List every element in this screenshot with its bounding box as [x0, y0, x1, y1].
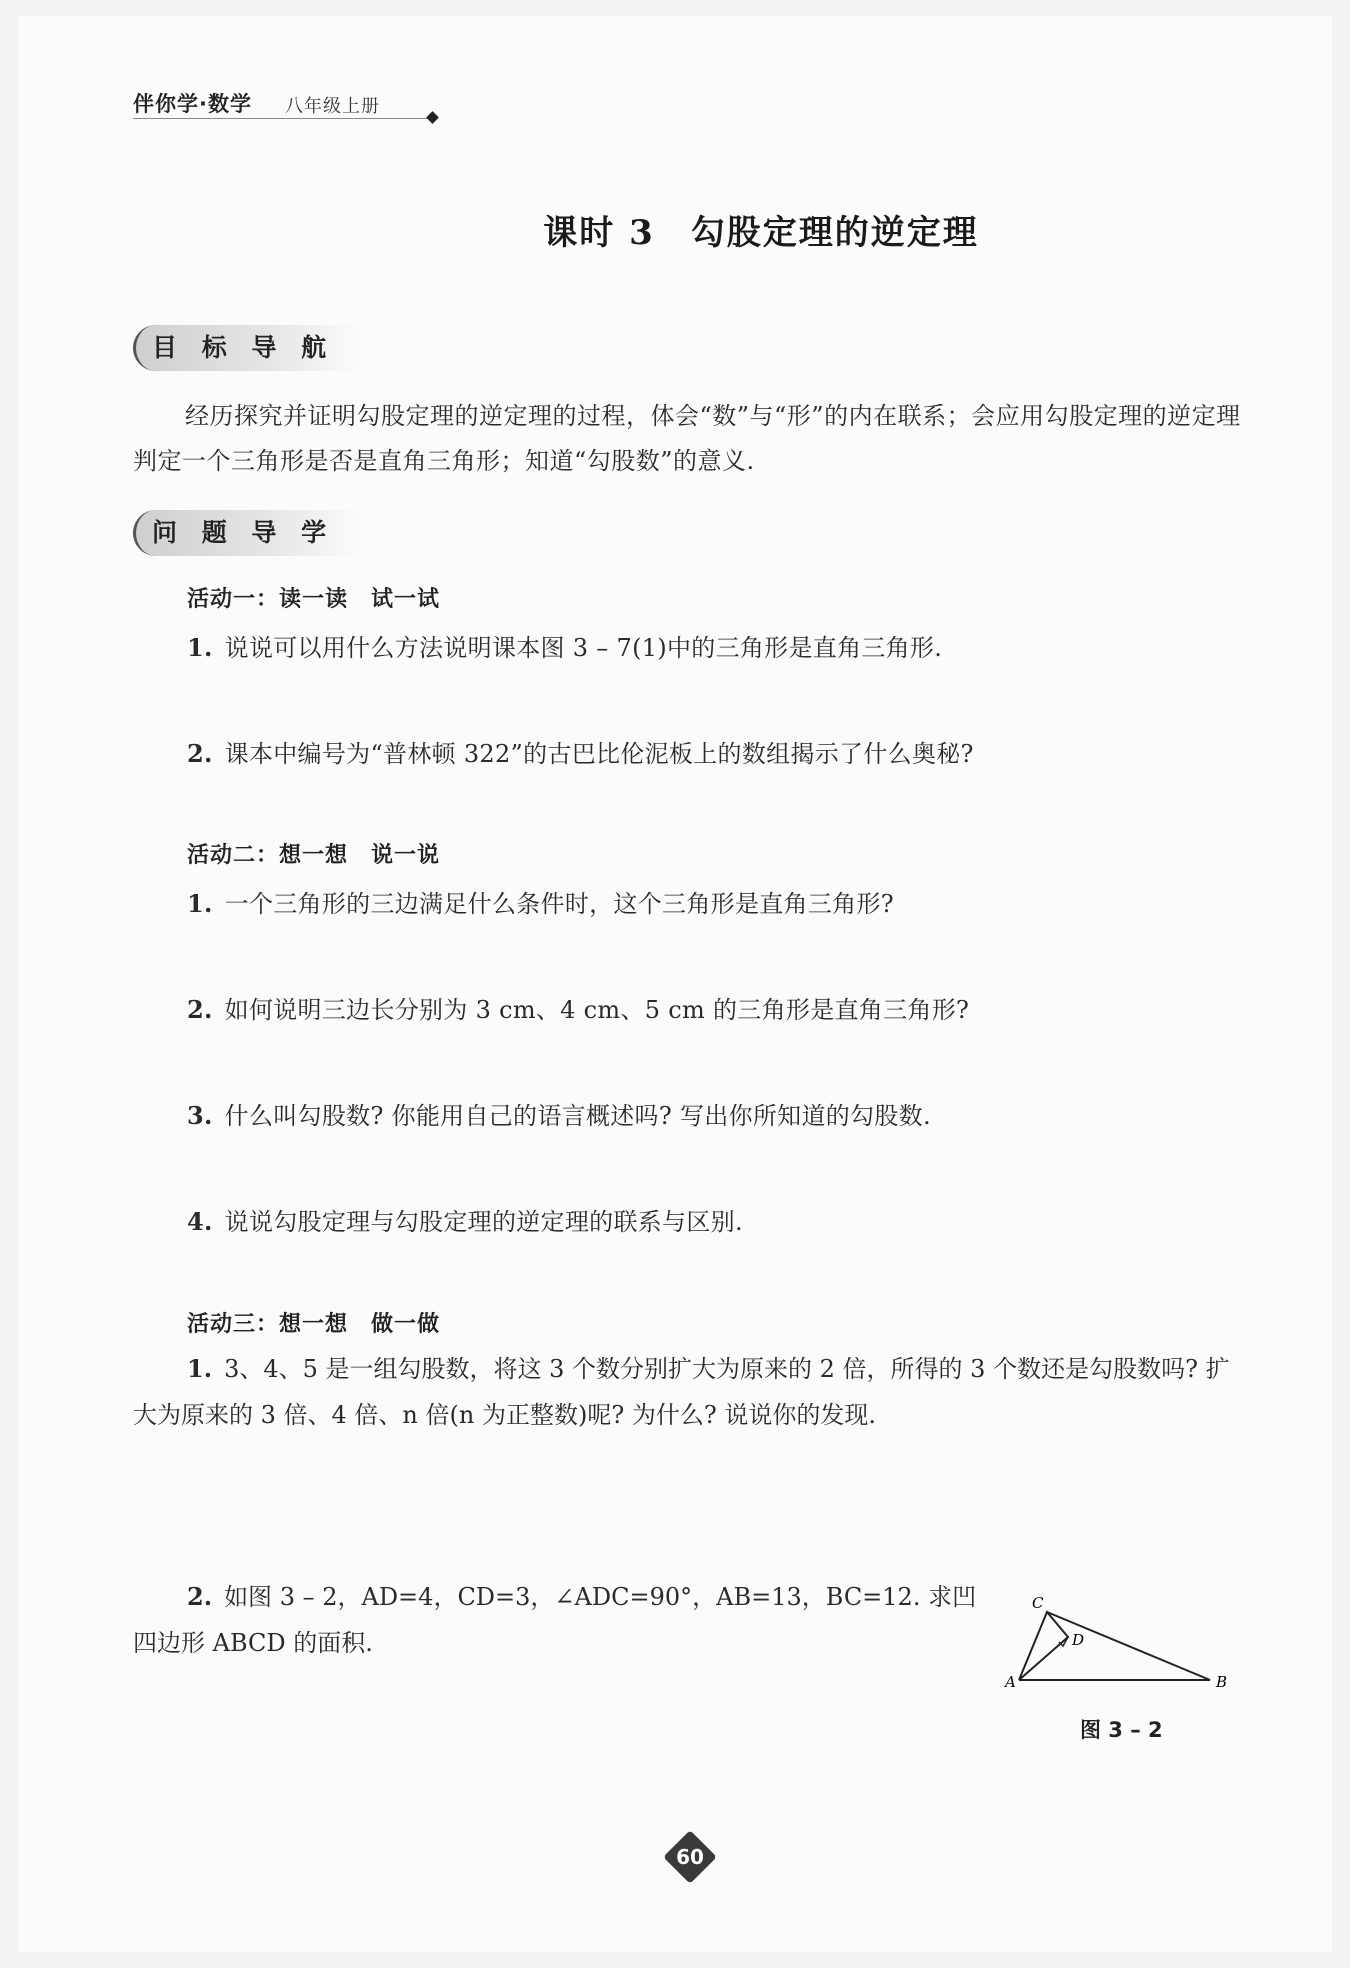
- question-text: 如何说明三边长分别为 3 cm、4 cm、5 cm 的三角形是直角三角形?: [224, 996, 970, 1024]
- triangle-acd: [1019, 1612, 1068, 1680]
- page-number: 60: [676, 1845, 704, 1869]
- activity-1-question-1: [187, 628, 942, 663]
- activity-3-question-1: [133, 1346, 1253, 1438]
- question-text: 3、4、5 是一组勾股数，将这 3 个数分别扩大为原来的 2 倍，所得的 3 个数还是勾股数吗? 扩大为原来的 3 倍、4 倍、n 倍(n 为正整数)呢? 为什么? 说说你的发现.: [133, 1355, 1230, 1429]
- activity-1-heading: 活动一：读一读 试一试: [187, 587, 441, 612]
- header-rule: [133, 118, 433, 119]
- activity-2-question-4: [187, 1202, 743, 1237]
- label-a: A: [1005, 1673, 1016, 1691]
- question-text: 说说可以用什么方法说明课本图 3 – 7(1)中的三角形是直角三角形.: [224, 634, 943, 662]
- activity-3-heading: 活动三：想一想 做一做: [187, 1312, 441, 1337]
- activity-3-question-2: [133, 1574, 993, 1666]
- section-tab-guided: 问 题 导 学: [133, 510, 360, 556]
- activity-2-question-1: [187, 884, 894, 919]
- triangle-abc: [1019, 1612, 1210, 1680]
- question-number: 1.: [187, 1354, 213, 1383]
- figure-caption: 图 3 – 2: [1080, 1718, 1163, 1742]
- question-text: 什么叫勾股数? 你能用自己的语言概述吗? 写出你所知道的勾股数.: [224, 1102, 931, 1130]
- question-text: 如图 3 – 2，AD=4，CD=3，∠ADC=90°，AB=13，BC=12. 求凹四边形 ABCD 的面积.: [133, 1583, 977, 1657]
- question-text: 课本中编号为“普林顿 322”的古巴比伦泥板上的数组揭示了什么奥秘?: [224, 740, 974, 768]
- label-c: C: [1032, 1594, 1044, 1612]
- section-tab-objectives: 目 标 导 航: [133, 325, 360, 371]
- question-number: 3.: [187, 1101, 213, 1130]
- header-grade: 八年级上册: [285, 96, 380, 117]
- question-number: 1.: [187, 633, 213, 662]
- question-number: 2.: [187, 1582, 213, 1611]
- question-text: 一个三角形的三边满足什么条件时，这个三角形是直角三角形?: [224, 890, 894, 918]
- figure-quadrilateral: [1000, 1590, 1250, 1700]
- question-number: 4.: [187, 1207, 213, 1236]
- activity-2-heading: 活动二：想一想 说一说: [187, 843, 441, 868]
- question-number: 2.: [187, 739, 213, 768]
- header-series: 伴你学·数学: [133, 92, 252, 116]
- question-number: 2.: [187, 995, 213, 1024]
- activity-2-question-3: [187, 1096, 931, 1131]
- question-text: 说说勾股定理与勾股定理的逆定理的联系与区别.: [224, 1208, 743, 1236]
- lesson-title: 课时 3 勾股定理的逆定理: [543, 213, 979, 253]
- question-number: 1.: [187, 889, 213, 918]
- activity-1-question-2: [187, 734, 974, 769]
- activity-2-question-2: [187, 990, 969, 1025]
- label-b: B: [1216, 1673, 1228, 1691]
- label-d: D: [1072, 1631, 1085, 1649]
- objectives-text: 经历探究并证明勾股定理的逆定理的过程，体会“数”与“形”的内在联系；会应用勾股定理的逆定理判定一个三角形是否是直角三角形；知道“勾股数”的意义.: [133, 402, 1241, 475]
